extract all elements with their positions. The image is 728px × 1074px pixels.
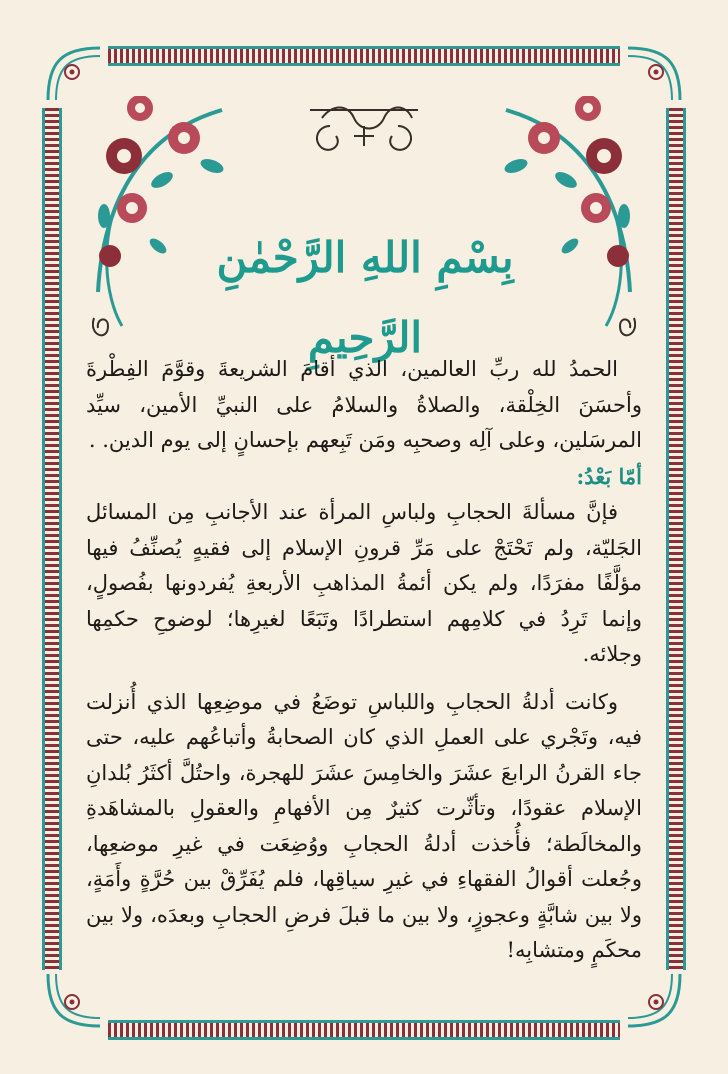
bottom-border [108, 1020, 620, 1040]
left-border [42, 108, 62, 970]
right-border [666, 108, 686, 970]
basmala-calligraphy: بِسْمِ اللهِ الرَّحْمٰنِ الرَّحِيمِ [216, 233, 514, 362]
paragraph-hijab-issue: فإنَّ مسألةَ الحجابِ ولباسِ المرأة عند الأجانبِ مِن المسائل الجَليّة، ولم تَحْتَجْ على مَرِّ قرونِ الإسلام إلى فقيهٍ يُصنِّفُ فيها مؤلَّفًا مفرَدًا، ولم يكن أئمةُ المذاهبِ الأربعةِ يُفردونها بفُصولٍ، وإنما تَرِدُ في كلامِهم استطرادًا وتَبَعًا لغيرِها؛ لوضوحِ حكمِها وجلائه. [86, 500, 642, 666]
amma-bad-heading [86, 459, 642, 496]
top-border [108, 46, 620, 66]
amma-bad-label: أمّا بَعْدُ: [576, 463, 642, 489]
paragraph-evidence: وكانت أدلةُ الحجابِ واللباسِ توضَعُ في موضِعِها الذي أُنزلت فيه، وتَجْري على العملِ الذي كان الصحابةُ وأتباعُهم عليه، حتى جاء القرنُ الرابعَ عشَرَ والخامِسَ عشَرَ للهجرة، واحتُلَّ أكثَرُ بُلدانِ الإسلام عقودًا، وتأثّرت كثيرٌ مِن الأفهامِ والعقولِ بالمشاهَدةِ والمخالَطة؛ فأُخذت أدلةُ الحجابِ ووُضِعَت في غيرِ موضعِها، وجُعلت أقوالُ الفقهاءِ في غيرِ سياقِها، فلم يُفَرِّقْ بين حُرَّةٍ وأَمَةٍ، ولا بين شابَّةٍ وعجوزٍ، ولا بين ما قبلَ فرضِ الحجابِ وبعدَه، ولا بين محكَمٍ ومتشابِه! [86, 689, 642, 962]
corner-ornament-bottom-left [42, 968, 106, 1032]
body-text [86, 352, 642, 969]
corner-ornament-bottom-right [622, 968, 686, 1032]
paragraph-intro: الحمدُ لله ربِّ العالمين، الذي أقامَ الشريعةَ وقوَّمَ الفِطْرةَ وأحسَنَ الخِلْقة، والصلاةُ والسلامُ على النبيِّ الأمين، سيِّد المرسَلين، وعلى آلِه وصحبِه ومَن تَبِعهم بإحسانٍ إلى يوم الدين. . [86, 357, 642, 452]
